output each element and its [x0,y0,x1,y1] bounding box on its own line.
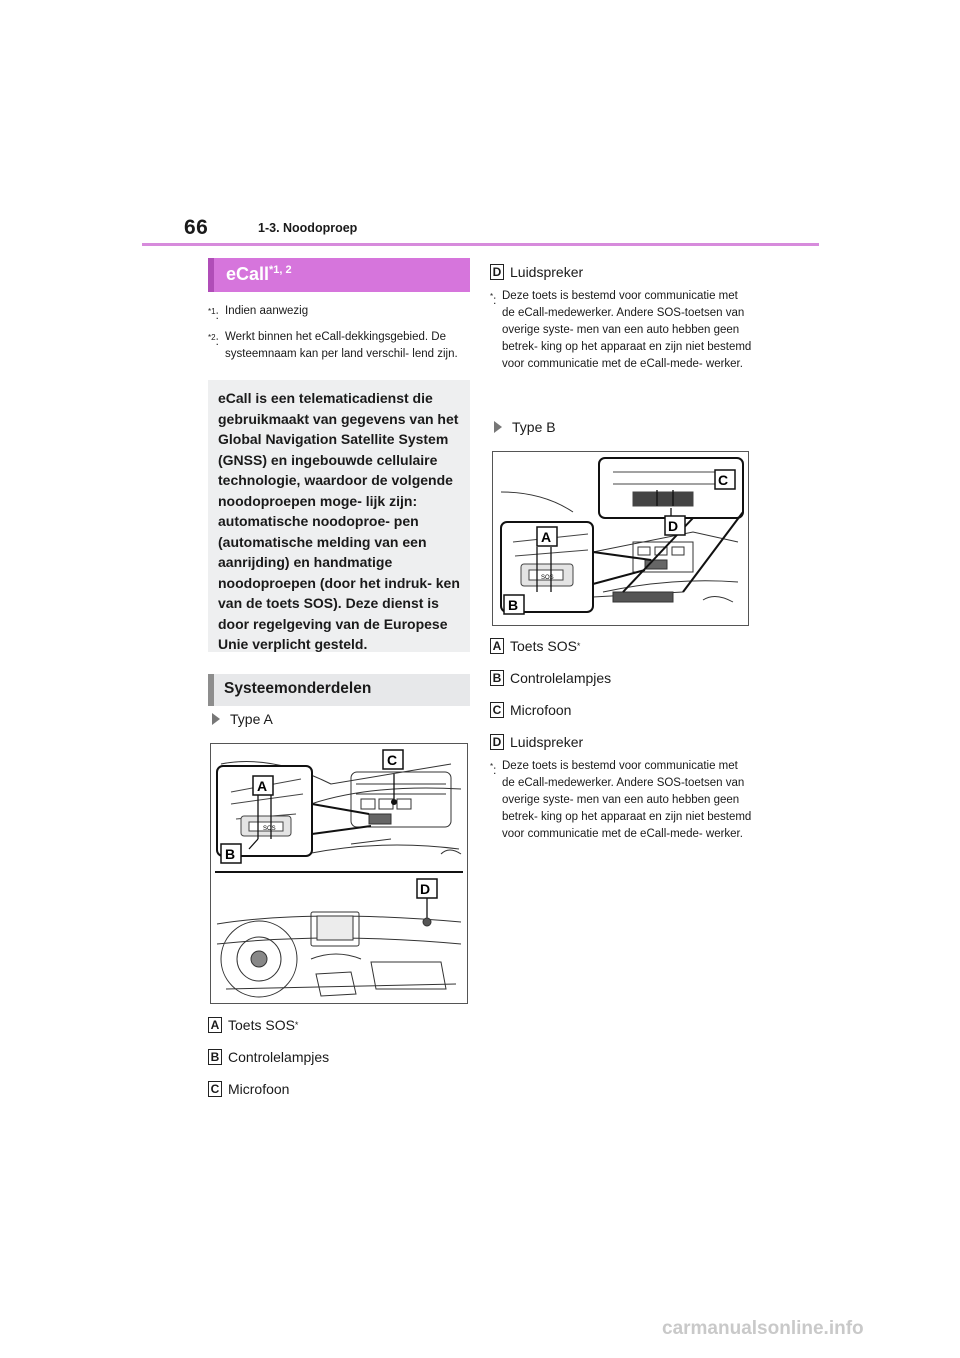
legend-text: Toets SOS [510,638,577,654]
figure-type-b [492,451,749,626]
footnote-text: Werkt binnen het eCall-dekkingsgebied. De systeemnaam kan per land verschil- lend zijn. [225,330,458,360]
type-a-text: Type A [230,711,273,727]
callout-c [715,470,735,489]
ecall-title-sup: *1, 2 [269,264,292,276]
footnote-mark: * [490,762,494,771]
callout-b-letter: B [508,597,519,613]
callout-d-letter: D [420,881,431,897]
legend-text: Microfoon [228,1081,290,1097]
callout-d-letter: D [668,518,679,534]
type-a-label [208,711,470,727]
legend-item-d-top [490,262,752,282]
legend-text: Toets SOS [228,1017,295,1033]
footnotes [208,303,470,363]
footnote-sos-top [490,288,752,373]
legend-sup: * [576,641,581,651]
legend-item-a [208,1015,470,1035]
legend-item-c [490,700,752,720]
footnote-text: Indien aanwezig [225,305,309,317]
callout-c [383,750,403,769]
dashboard-illustration-type-a [211,744,467,1003]
badge-a: A [208,1017,222,1033]
ecall-title: eCall [226,264,270,284]
badge-d: D [490,734,504,750]
legend-type-a [208,1015,470,1099]
footnote-sos-bottom [490,758,752,843]
badge-d: D [490,264,504,280]
callout-a-letter: A [541,529,552,545]
badge-c: C [490,702,504,718]
legend-top [490,262,752,282]
footnote-text: Deze toets is bestemd voor communicatie met de eCall-medewerker. Andere SOS-toetsen van overige syste- men van een auto hebben geen betrek- king op het apparaat en zijn niet bestemd voor communicatie met de eCall-mede- werker. [502,760,752,840]
legend-item-d [490,732,752,752]
legend-item-b [208,1047,470,1067]
footnote-2: $^{*2}$: Werkt binnen het eCall-dekkingsgebied. De systeemnaam kan per land verschil- lend zijn. [208,329,470,363]
intro-box: eCall is een telematicadienst die gebruikmaakt van gegevens van het Global Navigation Satellite System (GNSS) en ingebouwde cellulaire technologie, waardoor de volgende noodoproepen moge- lijk zijn: automatische noodoproe- pen (automatische melding van een aanrijding) en handmatige noodoproepen (door het indruk- ken van de toets SOS). Deze dienst is door regelgeving van de Europese Unie verplicht gesteld. [208,380,470,652]
legend-item-b [490,668,752,688]
page-number: 66 [184,216,209,239]
legend-text: Microfoon [510,702,572,718]
badge-b: B [490,670,504,686]
type-b-label [490,419,752,435]
callout-c-letter: C [387,752,398,768]
footnote-row: *: Deze toets is bestemd voor communicatie met de eCall-medewerker. Andere SOS-toetsen van overige syste- men van een auto hebben geen betrek- king op het apparaat en zijn niet bestemd voor communicatie met de eCall-mede- werker. [490,288,752,373]
console-illustration-type-b [493,452,748,625]
footnote-mark: *1 [208,307,216,316]
footnote-row: *: Deze toets is bestemd voor communicatie met de eCall-medewerker. Andere SOS-toetsen van overige syste- men van een auto hebben geen betrek- king op het apparaat en zijn niet bestemd voor communicatie met de eCall-mede- werker. [490,758,752,843]
header-rule [142,243,819,246]
triangle-bullet-icon [494,421,502,433]
legend-type-b [490,636,752,752]
legend-text: Luidspreker [510,734,584,750]
svg-text:SOS: SOS [263,826,276,832]
section-title: 1-3. Noodoproep [258,221,358,235]
callout-b-letter: B [225,846,236,862]
triangle-bullet-icon [212,713,220,725]
callout-b [504,595,524,614]
svg-text:SOS: SOS [541,575,554,581]
callout-a [537,527,557,546]
badge-c: C [208,1081,222,1097]
watermark: carmanualsonline.info [662,1318,864,1339]
legend-item-c [208,1079,470,1099]
footnote-mark: *2 [208,332,216,342]
figure-type-a [210,743,468,1004]
type-b-text: Type B [512,419,556,435]
footnote-1: $^{*1}$: Indien aanwezig [208,303,470,325]
legend-sup: * [294,1020,299,1030]
badge-a: A [490,638,504,654]
callout-c-letter: C [718,472,729,488]
callout-b [221,844,241,863]
callout-d [665,516,685,535]
legend-text: Controlelampjes [510,670,612,686]
legend-text: Controlelampjes [228,1049,330,1065]
callout-a [253,776,273,795]
callout-a-letter: A [257,778,268,794]
badge-b: B [208,1049,222,1065]
ecall-title-band [208,258,470,292]
callout-d [417,879,437,898]
footnote-mark: * [490,292,494,301]
legend-item-a [490,636,752,656]
footnote-text: Deze toets is bestemd voor communicatie met de eCall-medewerker. Andere SOS-toetsen van overige syste- men van een auto hebben geen betrek- king op het apparaat en zijn niet bestemd voor communicatie met de eCall-mede- werker. [502,290,752,370]
subsection-title: Systeemonderdelen [208,674,470,706]
legend-text: Luidspreker [510,264,584,280]
